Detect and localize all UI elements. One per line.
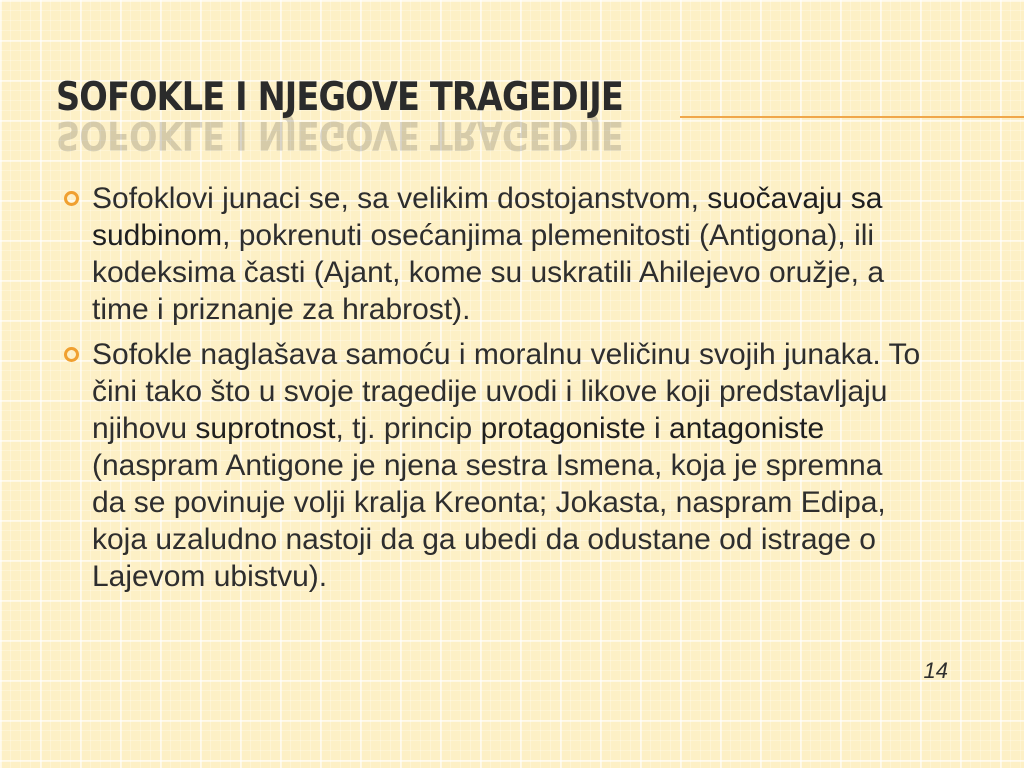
circle-bullet-icon bbox=[64, 191, 79, 206]
circle-bullet-icon bbox=[64, 347, 79, 362]
bullet-1-text-0: Sofoklovi junaci se, sa velikim dostojanstvom, bbox=[92, 182, 708, 215]
slide-title-reflection: SOFOKLE I NJEGOVE TRAGEDIJE bbox=[56, 112, 623, 157]
bullet-2-text-2: i bbox=[645, 412, 670, 445]
slide-title: SOFOKLE I NJEGOVE TRAGEDIJE bbox=[56, 75, 623, 120]
bullet-2-emphasis-0: suprotnost bbox=[195, 412, 336, 445]
bullet-2-emphasis-1: protagoniste bbox=[480, 412, 646, 445]
bullet-item-1 bbox=[62, 180, 922, 328]
bullet-2-text-3: (naspram Antigone je njena sestra Ismena, koja je spremna da se povinuje volji kralja Kreonta; Jokasta, naspram Edipa, koja uzaludno nastoji da ga ubedi da odustane od istrage o Lajevom ubistvu). bbox=[92, 449, 886, 593]
bullet-1-text-1: , pokrenuti osećanjima plemenitosti (Antigona), ili kodeksima časti (Ajant, kome su uskratili Ahilejevo oružje, a time i priznanje za hrabrost). bbox=[92, 219, 885, 326]
bullet-2-emphasis-2: antagoniste bbox=[669, 412, 825, 445]
bullet-list bbox=[62, 180, 922, 603]
page-number: 14 bbox=[923, 658, 948, 683]
bullet-item-2 bbox=[62, 336, 922, 595]
title-area bbox=[56, 74, 715, 157]
title-divider bbox=[680, 116, 1024, 118]
bullet-2-text-0: Sofokle naglašava samoću i moralnu veličinu svojih junaka. To čini tako što u svoje tragedije uvodi i likove koji predstavljaju njihovu bbox=[92, 338, 921, 445]
bullet-2-text-1: , tj. princip bbox=[335, 412, 481, 445]
bullet-1-emphasis-0: suočavaju sa sudbinom bbox=[92, 182, 883, 252]
